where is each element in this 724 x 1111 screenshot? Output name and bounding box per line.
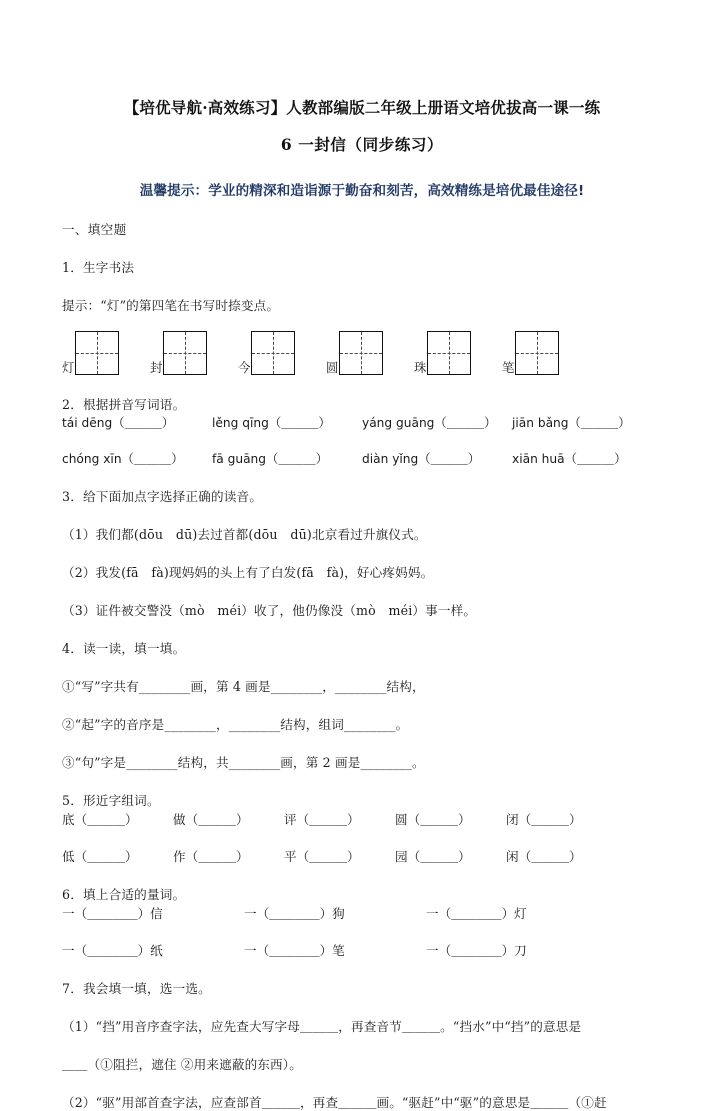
pinyin-row [62,449,662,467]
measure-word-cell[interactable]: 一（＿＿＿＿）纸 [62,943,163,959]
character-practice-cell [62,331,150,375]
similar-character-cell[interactable]: 闲（＿＿＿） [506,849,582,865]
pinyin-answer-cell[interactable] [62,449,212,467]
similar-character-cell[interactable]: 闭（＿＿＿） [506,812,582,828]
pinyin-text: tái dēng [62,416,113,431]
character-practice-cell [414,331,502,375]
character-label: 今 [238,359,251,375]
page-title: 【培优导航·高效练习】人教部编版二年级上册语文培优拔高一课一练 [123,98,601,117]
character-practice-row [62,331,662,375]
measure-word-row [62,903,662,922]
measure-word-cell[interactable]: 一（＿＿＿＿）狗 [244,906,345,922]
pinyin-answer-cell[interactable] [62,413,212,431]
measure-word-row [62,940,662,959]
similar-character-cell[interactable]: 底（＿＿＿） [62,812,138,828]
section-heading-fill-in: 一、填空题 [62,222,127,238]
tianzige-box[interactable] [163,331,207,375]
answer-blank: （＿＿＿） [564,451,627,467]
question-3-heading: 3．给下面加点字选择正确的读音。 [62,489,263,505]
character-practice-cell [326,331,414,375]
tianzige-box[interactable] [75,331,119,375]
pinyin-answer-cell[interactable] [512,449,662,467]
question-7-line-1[interactable]: （1）“挡”用音序查字法，应先查大写字母＿＿＿，再查音节＿＿＿。“挡水”中“挡”的意思是 [62,1019,582,1035]
answer-blank: （＿＿＿） [266,451,328,467]
similar-character-cell[interactable]: 做（＿＿＿） [173,812,249,828]
tianzige-box[interactable] [339,331,383,375]
tip-banner: 温馨提示：学业的精深和造诣源于勤奋和刻苦，高效精练是培优最佳途径! [139,183,585,200]
question-7-line-3[interactable]: （2）“驱”用部首查字法，应查部首＿＿＿，再查＿＿＿画。“驱赶”中“驱”的意思是＿＿＿（①赶 [62,1095,607,1111]
character-label: 圆 [326,359,339,375]
question-3-item[interactable]: （2）我发(fā fà)现妈妈的头上有了白发(fā fà)，好心疼妈妈。 [62,565,434,581]
pinyin-text: diàn yǐng [362,452,419,467]
pinyin-text: jiān bǎng [512,416,569,431]
measure-word-cell[interactable]: 一（＿＿＿＿）刀 [426,943,527,959]
pinyin-answer-cell[interactable] [362,413,512,431]
character-practice-cell [238,331,326,375]
similar-character-row [62,809,662,828]
question-7-heading: 7．我会填一填，选一选。 [62,981,211,997]
question-1-hint: 提示：“灯”的第四笔在书写时捺变点。 [62,298,280,314]
question-5-heading: 5．形近字组词。 [62,793,160,809]
question-1-heading: 1．生字书法 [62,260,135,276]
pinyin-answer-cell[interactable] [512,413,662,431]
answer-blank: （＿＿＿） [434,415,497,431]
pinyin-row [62,413,662,431]
tianzige-box[interactable] [515,331,559,375]
question-3-item[interactable]: （3）证件被交警没（mò méi）收了，他仍像没（mò méi）事一样。 [62,603,477,619]
measure-word-cell[interactable]: 一（＿＿＿＿）笔 [244,943,345,959]
similar-character-cell[interactable]: 圆（＿＿＿） [395,812,471,828]
page-subtitle: 6 一封信（同步练习） [280,135,444,155]
question-4-heading: 4．读一读，填一填。 [62,641,186,657]
pinyin-text: fā guāng [212,452,267,467]
pinyin-text: chóng xīn [62,452,122,467]
answer-blank: （＿＿＿） [268,415,331,431]
pinyin-text: lěng qīng [212,416,269,431]
similar-character-cell[interactable]: 平（＿＿＿） [284,849,360,865]
answer-blank: （＿＿＿） [121,451,184,467]
tianzige-box[interactable] [427,331,471,375]
answer-blank: （＿＿＿） [568,415,631,431]
character-practice-cell [150,331,238,375]
question-4-item[interactable]: ②“起”字的音序是________，________结构，组词________。 [62,717,409,733]
similar-character-cell[interactable]: 低（＿＿＿） [62,849,138,865]
character-practice-cell [502,331,590,375]
character-label: 灯 [62,359,75,375]
question-4-item[interactable]: ①“写”字共有________画，第 4 画是________，________结构， [62,679,425,695]
question-3-item[interactable]: （1）我们都(dōu dū)去过首都(dōu dū)北京看过升旗仪式。 [62,527,427,543]
measure-word-cell[interactable]: 一（＿＿＿＿）信 [62,906,163,922]
pinyin-text: yáng guāng [362,416,435,431]
pinyin-answer-cell[interactable] [212,449,362,467]
pinyin-text: xiān huā [512,452,565,467]
character-label: 珠 [414,359,427,375]
pinyin-answer-cell[interactable] [212,413,362,431]
similar-character-row [62,846,662,865]
answer-blank: （＿＿＿） [112,415,175,431]
measure-word-cell[interactable]: 一（＿＿＿＿）灯 [426,906,527,922]
pinyin-answer-cell[interactable] [362,449,512,467]
question-4-item[interactable]: ③“句”字是________结构，共________画，第 2 画是________。 [62,755,425,771]
question-2-heading: 2．根据拼音写词语。 [62,397,186,413]
tianzige-box[interactable] [251,331,295,375]
similar-character-cell[interactable]: 园（＿＿＿） [395,849,471,865]
character-label: 笔 [502,359,515,375]
question-7-line-2[interactable]: ＿＿（①阻拦，遮住 ②用来遮蔽的东西）。 [62,1057,302,1073]
similar-character-cell[interactable]: 作（＿＿＿） [173,849,249,865]
character-label: 封 [150,359,163,375]
similar-character-cell[interactable]: 评（＿＿＿） [284,812,360,828]
question-6-heading: 6．填上合适的量词。 [62,887,186,903]
answer-blank: （＿＿＿） [418,451,481,467]
